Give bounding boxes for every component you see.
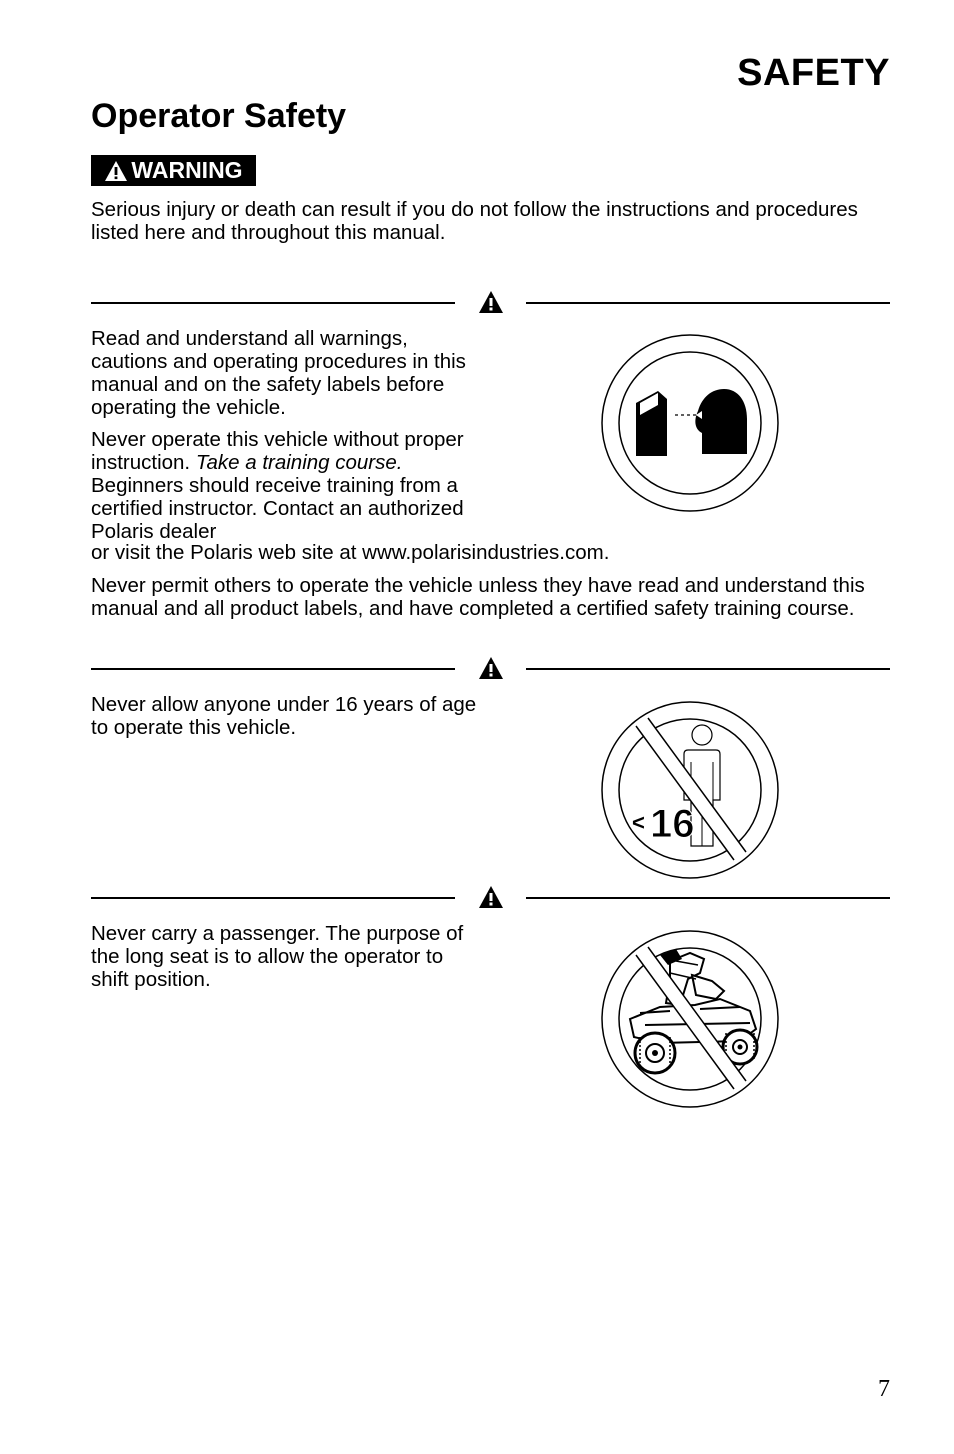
- warning-label: WARNING: [131, 157, 243, 183]
- instruction-text-em: Take a training course.: [195, 451, 403, 474]
- read-manual-pictogram: [600, 333, 780, 513]
- warning-triangle-icon: [104, 160, 128, 182]
- intro-text: Serious injury or death can result if you do not follow the instructions and procedures listed here and throughout this manual.: [91, 198, 858, 244]
- page-number: 7: [878, 1376, 890, 1402]
- no-under-16-pictogram: [600, 700, 780, 880]
- warning-triangle-icon: [478, 290, 504, 314]
- age-number: 16: [650, 802, 695, 846]
- warning-triangle-icon: [478, 656, 504, 680]
- passenger-text: Never carry a passenger. The purpose of the long seat is to allow the operator to shift position.: [91, 922, 464, 991]
- instruction-text-a: Never operate this vehicle without proper instruction.: [91, 428, 464, 474]
- warning-divider: [91, 656, 890, 680]
- page-header-title: SAFETY: [737, 52, 890, 94]
- instruction-text-b: Beginners should receive training from a certified instructor. Contact an authorized Polaris dealer: [91, 474, 464, 543]
- warning-divider: [91, 290, 890, 314]
- age-less-than-symbol: <: [632, 810, 645, 835]
- age-restriction-text: Never allow anyone under 16 years of age to operate this vehicle.: [91, 693, 477, 739]
- warning-banner: [91, 155, 256, 186]
- section-title: Operator Safety: [91, 97, 347, 135]
- read-manual-text: Read and understand all warnings, cautions and operating procedures in this manual and on the safety labels before operating the vehicle.: [91, 327, 466, 419]
- permit-others-text: Never permit others to operate the vehicle unless they have read and understand this manual and all product labels, and have completed a certified safety training course.: [91, 574, 865, 620]
- dealer-website-text: or visit the Polaris web site at www.polarisindustries.com.: [91, 541, 610, 564]
- instruction-text: [91, 428, 471, 543]
- warning-divider: [91, 885, 890, 909]
- warning-triangle-icon: [478, 885, 504, 909]
- no-passenger-pictogram: [600, 929, 780, 1109]
